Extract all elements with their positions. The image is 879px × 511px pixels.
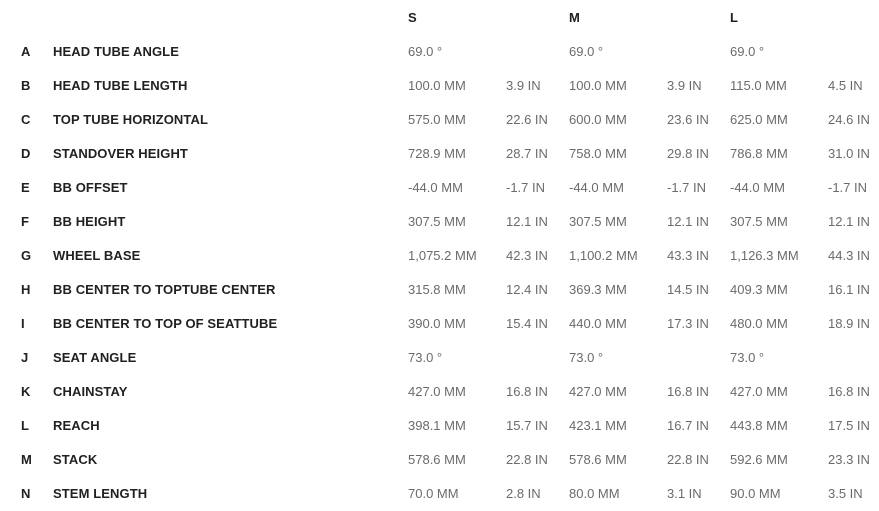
row-measurement-name: STEM LENGTH	[53, 486, 148, 500]
row-letter: B	[21, 78, 31, 92]
row-letter: C	[21, 112, 31, 126]
row-letter: A	[21, 44, 31, 58]
table-row	[0, 204, 879, 238]
size-l-mm-value: 90.0 MM	[730, 486, 781, 500]
size-s-in-value: 16.8 IN	[506, 384, 548, 398]
size-m-in-value: 17.3 IN	[667, 316, 709, 330]
size-l-in-value: 3.5 IN	[828, 486, 863, 500]
size-s-in-value: 3.9 IN	[506, 78, 541, 92]
table-row	[0, 408, 879, 442]
size-l-in-value: 24.6 IN	[828, 112, 870, 126]
size-m-mm-value: 1,100.2 MM	[569, 248, 638, 262]
size-s-mm-value: -44.0 MM	[408, 180, 463, 194]
row-measurement-name: BB CENTER TO TOPTUBE CENTER	[53, 282, 276, 296]
row-measurement-name: BB OFFSET	[53, 180, 128, 194]
size-l-mm-value: 73.0 °	[730, 350, 765, 364]
table-row	[0, 170, 879, 204]
size-m-mm-value: 600.0 MM	[569, 112, 627, 126]
size-l-in-value: 4.5 IN	[828, 78, 863, 92]
size-l-in-value: 12.1 IN	[828, 214, 870, 228]
size-m-in-value: 23.6 IN	[667, 112, 709, 126]
row-measurement-name: BB HEIGHT	[53, 214, 126, 228]
table-row	[0, 306, 879, 340]
size-s-mm-value: 728.9 MM	[408, 146, 466, 160]
table-row	[0, 136, 879, 170]
size-s-in-value: 42.3 IN	[506, 248, 548, 262]
size-l-mm-value: 427.0 MM	[730, 384, 788, 398]
size-l-in-value: 44.3 IN	[828, 248, 870, 262]
size-l-in-value: 23.3 IN	[828, 452, 870, 466]
size-m-mm-value: 369.3 MM	[569, 282, 627, 296]
size-m-in-value: 22.8 IN	[667, 452, 709, 466]
size-m-in-value: 12.1 IN	[667, 214, 709, 228]
row-measurement-name: HEAD TUBE ANGLE	[53, 44, 179, 58]
column-header-size-m: M	[569, 10, 580, 24]
size-s-mm-value: 575.0 MM	[408, 112, 466, 126]
size-l-mm-value: 786.8 MM	[730, 146, 788, 160]
size-m-in-value: 43.3 IN	[667, 248, 709, 262]
size-m-mm-value: 440.0 MM	[569, 316, 627, 330]
row-measurement-name: HEAD TUBE LENGTH	[53, 78, 188, 92]
table-row	[0, 340, 879, 374]
size-s-mm-value: 427.0 MM	[408, 384, 466, 398]
size-s-mm-value: 578.6 MM	[408, 452, 466, 466]
size-m-mm-value: 578.6 MM	[569, 452, 627, 466]
size-l-mm-value: 592.6 MM	[730, 452, 788, 466]
row-letter: F	[21, 214, 29, 228]
size-l-mm-value: 1,126.3 MM	[730, 248, 799, 262]
table-row	[0, 102, 879, 136]
size-s-mm-value: 100.0 MM	[408, 78, 466, 92]
size-l-in-value: 16.1 IN	[828, 282, 870, 296]
size-s-in-value: -1.7 IN	[506, 180, 546, 194]
size-l-in-value: -1.7 IN	[828, 180, 868, 194]
size-s-in-value: 15.7 IN	[506, 418, 548, 432]
size-l-mm-value: -44.0 MM	[730, 180, 785, 194]
row-letter: J	[21, 350, 29, 364]
size-s-in-value: 15.4 IN	[506, 316, 548, 330]
size-m-mm-value: 307.5 MM	[569, 214, 627, 228]
size-m-in-value: 16.7 IN	[667, 418, 709, 432]
size-m-in-value: 3.1 IN	[667, 486, 702, 500]
table-row	[0, 68, 879, 102]
row-letter: K	[21, 384, 31, 398]
row-measurement-name: WHEEL BASE	[53, 248, 141, 262]
size-m-mm-value: 423.1 MM	[569, 418, 627, 432]
size-s-in-value: 22.8 IN	[506, 452, 548, 466]
row-letter: H	[21, 282, 31, 296]
size-l-mm-value: 115.0 MM	[730, 78, 787, 92]
size-s-mm-value: 69.0 °	[408, 44, 443, 58]
row-letter: N	[21, 486, 31, 500]
size-m-mm-value: 758.0 MM	[569, 146, 627, 160]
table-row	[0, 238, 879, 272]
row-measurement-name: CHAINSTAY	[53, 384, 128, 398]
table-header-row	[0, 0, 879, 34]
row-measurement-name: BB CENTER TO TOP OF SEATTUBE	[53, 316, 278, 330]
table-row	[0, 34, 879, 68]
size-s-in-value: 12.4 IN	[506, 282, 548, 296]
column-header-size-s: S	[408, 10, 417, 24]
size-l-in-value: 17.5 IN	[828, 418, 870, 432]
column-header-size-l: L	[730, 10, 738, 24]
table-row	[0, 272, 879, 306]
size-s-in-value: 22.6 IN	[506, 112, 548, 126]
size-m-in-value: 3.9 IN	[667, 78, 702, 92]
row-measurement-name: REACH	[53, 418, 100, 432]
row-measurement-name: STANDOVER HEIGHT	[53, 146, 188, 160]
size-l-mm-value: 480.0 MM	[730, 316, 788, 330]
size-m-in-value: -1.7 IN	[667, 180, 707, 194]
size-s-in-value: 2.8 IN	[506, 486, 541, 500]
table-row	[0, 442, 879, 476]
size-m-mm-value: 100.0 MM	[569, 78, 627, 92]
row-measurement-name: TOP TUBE HORIZONTAL	[53, 112, 209, 126]
size-s-in-value: 28.7 IN	[506, 146, 548, 160]
size-m-mm-value: 427.0 MM	[569, 384, 627, 398]
size-m-in-value: 14.5 IN	[667, 282, 709, 296]
size-l-in-value: 31.0 IN	[828, 146, 870, 160]
row-measurement-name: STACK	[53, 452, 98, 466]
row-letter: I	[21, 316, 25, 330]
size-s-mm-value: 307.5 MM	[408, 214, 466, 228]
size-l-mm-value: 625.0 MM	[730, 112, 788, 126]
row-letter: E	[21, 180, 30, 194]
size-m-mm-value: 73.0 °	[569, 350, 604, 364]
size-m-mm-value: 80.0 MM	[569, 486, 620, 500]
size-l-mm-value: 307.5 MM	[730, 214, 788, 228]
size-m-mm-value: -44.0 MM	[569, 180, 624, 194]
size-s-in-value: 12.1 IN	[506, 214, 548, 228]
size-l-mm-value: 443.8 MM	[730, 418, 788, 432]
table-row	[0, 476, 879, 510]
size-m-in-value: 29.8 IN	[667, 146, 709, 160]
size-s-mm-value: 315.8 MM	[408, 282, 466, 296]
size-l-mm-value: 69.0 °	[730, 44, 765, 58]
table-row	[0, 374, 879, 408]
row-letter: M	[21, 452, 32, 466]
row-letter: D	[21, 146, 31, 160]
size-l-in-value: 16.8 IN	[828, 384, 870, 398]
row-letter: L	[21, 418, 29, 432]
size-s-mm-value: 398.1 MM	[408, 418, 466, 432]
size-s-mm-value: 70.0 MM	[408, 486, 459, 500]
row-measurement-name: SEAT ANGLE	[53, 350, 137, 364]
size-m-in-value: 16.8 IN	[667, 384, 709, 398]
size-s-mm-value: 390.0 MM	[408, 316, 466, 330]
size-s-mm-value: 73.0 °	[408, 350, 443, 364]
table-body	[0, 34, 879, 510]
row-letter: G	[21, 248, 32, 262]
size-m-mm-value: 69.0 °	[569, 44, 604, 58]
size-l-in-value: 18.9 IN	[828, 316, 870, 330]
size-s-mm-value: 1,075.2 MM	[408, 248, 477, 262]
size-l-mm-value: 409.3 MM	[730, 282, 788, 296]
